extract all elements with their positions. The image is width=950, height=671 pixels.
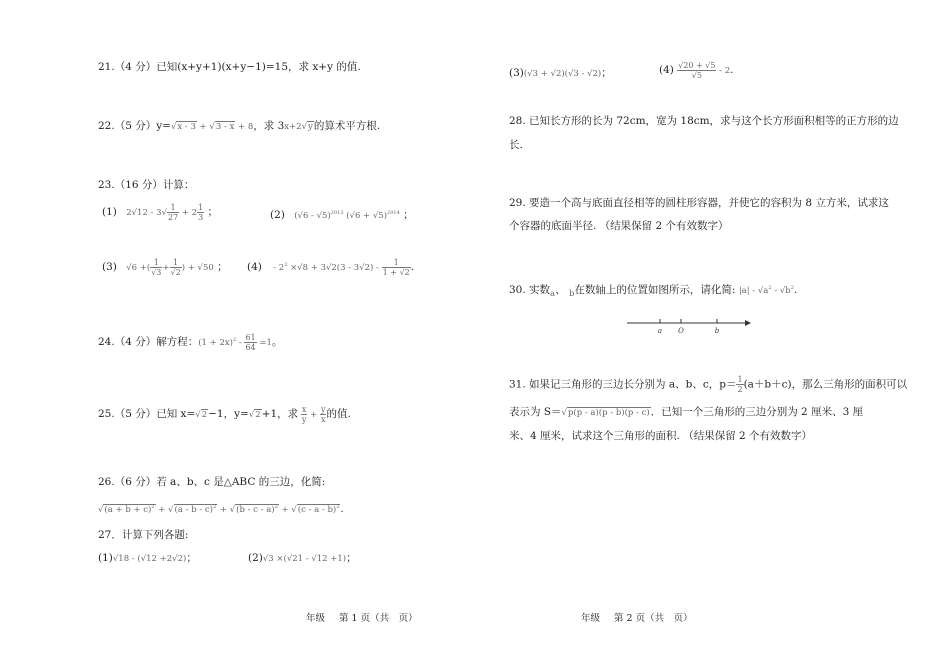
question-27-title: 27．计算下列各题: [98, 529, 189, 541]
question-22: 22.（5 分）y=√x - 3 + √3 - x + 8，求 3x+2√y的算术平方根. [98, 120, 381, 132]
question-21: 21.（4 分）已知(x+y+1)(x+y−1)=15，求 x+y 的值. [98, 61, 361, 73]
question-23-title: 23.（16 分）计算： [98, 179, 195, 191]
question-26-title: 26.（6 分）若 a、b、c 是△ABC 的三边，化简: [98, 476, 326, 488]
question-31-line-1: 31. 如果记三角形的三边长分别为 a、b、c，p＝ $\frac{1}{2}$ (a＋b＋c)，那么三角形的面积可以 [509, 375, 908, 394]
question-29-line-1: 29. 要造一个高与底面直径相等的圆柱形容器，并使它的容积为 8 立方米，试求这 [509, 197, 889, 209]
question-27-part-4: (4) $\frac{√20 + √5}{√5}$ - 2. [659, 61, 734, 80]
question-30: 30. 实数$_a$、 $_b$在数轴上的位置如图所示，请化简: $|a| - √a^2 - √b^2$. [509, 283, 798, 299]
question-23-part-2: (2) (√6 - √5)$^{2013}$ $(√6 + √5)^{2014}$ ； [270, 208, 414, 221]
page-right [475, 0, 950, 671]
question-31-line-3: 米、4 厘米，试求这个三角形的面积. （结果保留 2 个有效数字） [509, 430, 813, 442]
footer-left: 年级 第 1 页（共 页） [306, 613, 418, 624]
number-line-arrow [745, 320, 751, 326]
question-27-part-3: (3)(√3 + √2)(√3 - √2)； [509, 67, 612, 79]
question-23-part-3: (3) √6 +( $\frac{1}{√3}$ + $\frac{1}{√2}$ ) + √50 ； [102, 258, 228, 277]
number-line-label-b: b [714, 327, 720, 335]
question-23-part-4: $(4) - 2^2 \times√8 + 3√2(3 - 3√2)$ - $\frac{1}{1 + √2}$ . [247, 258, 415, 277]
question-28-line-1: 28. 已知长方形的长为 72cm，宽为 18cm，求与这个长方形面积相等的正方形的边 [509, 115, 899, 127]
question-28-line-2: 长. [509, 139, 523, 151]
question-31-line-2: 表示为 S＝√p(p - a)(p - b)(p - c)．已知一个三角形的三边分别为 2 厘米、3 厘 [509, 406, 864, 418]
question-27-part-1: (1)√18 - (√12 +2√2)； [98, 552, 197, 564]
question-25: 25.（5 分）已知 x=√2−1，y=√2+1，求 $\frac{x}{y}$ + $\frac{y}{x}$ 的值. [98, 405, 351, 424]
number-line-label-a: a [657, 327, 663, 335]
question-23-part-1: (1) 2√12 - 3√ $\frac{1}{27}$ + 2 $\frac{1}{3}$ ； [102, 203, 219, 222]
question-27-part-2: (2)√3 ×(√21 - √12 +1)； [248, 552, 357, 564]
number-line [627, 318, 751, 336]
question-24: 24.（4 分）解方程：$(1 + 2x)^2$ - $\frac{61}{64}$ =1。 [98, 333, 283, 352]
number-line-label-o: O [678, 327, 684, 335]
question-29-line-2: 个容器的底面半径. （结果保留 2 个有效数字） [509, 220, 729, 232]
question-26-expression: $√(a + b + c)^2 + √(a - b - c)^2 + √(b - c - a)^2 + √(c - a - b)^2$. [98, 502, 344, 515]
footer-right: 年级 第 2 页（共 页） [581, 613, 693, 624]
